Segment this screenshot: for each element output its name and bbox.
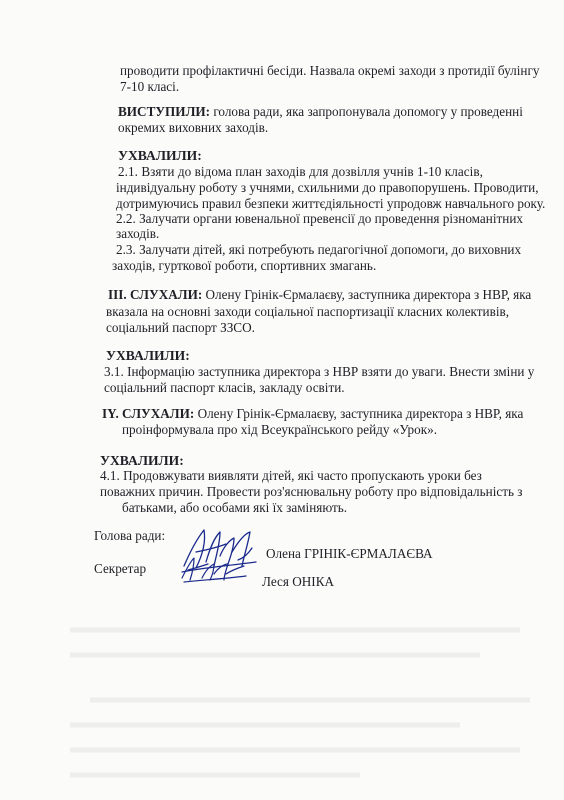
paragraph-line: окремих виховних заходів. [118,120,269,135]
item-3-1: соціальний паспорт класів, закладу освіти. [104,380,345,395]
paragraph-line: соціальний паспорт ЗЗСО. [106,320,255,335]
item-2-2: 2.2. Залучати органи ювенальної превенсії до проведення різноманітних [116,211,523,226]
sluhaly-3-text: Олену Грінік-Єрмалаєву, заступника директора з НВР, яка [202,287,532,302]
item-2-1: дотримуючись правил безпеки життєдіяльності упродовж навчального року. [116,196,546,211]
ukhvalyly-heading: УХВАЛИЛИ: [100,453,184,468]
sluhaly-4-label: ІY. СЛУХАЛИ: [102,406,195,421]
paragraph-line: проводити профілактичні бесіди. Назвала окремі заходи з протидії булінгу [120,63,540,78]
secretary-name: Леся ОНІКА [262,574,335,589]
sluhaly-3-label: ІІІ. СЛУХАЛИ: [108,287,203,302]
sluhaly-3-line [108,287,531,303]
vystupyly-label: ВИСТУПИЛИ: [118,104,211,119]
secretary-label: Секретар [94,561,147,576]
vystupyly-line [118,104,523,120]
secretary-signature-image [178,552,250,586]
item-2-3: заходів, гурткової роботи, спортивних змагань. [112,258,377,273]
item-4-1: поважних причин. Провести роз'яснювальну роботу про відповідальність з [100,484,523,499]
paragraph-line: вказала на основні заходи соціальної паспортизації класних колективів, [106,304,510,319]
paragraph-line: 7-10 класі. [120,79,180,94]
paragraph-line: проінформувала про хід Всеукраїнського рейду «Урок». [122,422,438,437]
ukhvalyly-heading: УХВАЛИЛИ: [118,148,202,163]
sluhaly-4-text: Олену Грінік-Єрмалаєву, заступника директора з НВР, яка [194,406,524,421]
vystupyly-text: голова ради, яка запропонувала допомогу у проведенні [210,104,523,119]
item-2-2: заходів. [116,226,160,241]
item-2-1: 2.1. Взяти до відома план заходів для дозвілля учнів 1-10 класів, [118,164,483,179]
item-4-1: батьками, або особами які їх заміняють. [122,500,348,515]
item-3-1: 3.1. Інформацію заступника директора з НВР взяти до уваги. Внести зміни у [104,364,535,379]
item-2-3: 2.3. Залучати дітей, які потребують педагогічної допомоги, до виховних [116,242,522,257]
ukhvalyly-heading: УХВАЛИЛИ: [106,348,190,363]
item-4-1: 4.1. Продовжувати виявляти дітей, які часто пропускають уроки без [100,468,482,483]
head-label: Голова ради: [94,528,166,543]
head-name: Олена ГРІНІК-ЄРМАЛАЄВА [266,546,433,561]
item-2-1: індивідуальну роботу з учнями, схильними до правопорушень. Проводити, [116,180,539,195]
bleed-through-texture [60,600,540,790]
sluhaly-4-line [102,406,523,422]
